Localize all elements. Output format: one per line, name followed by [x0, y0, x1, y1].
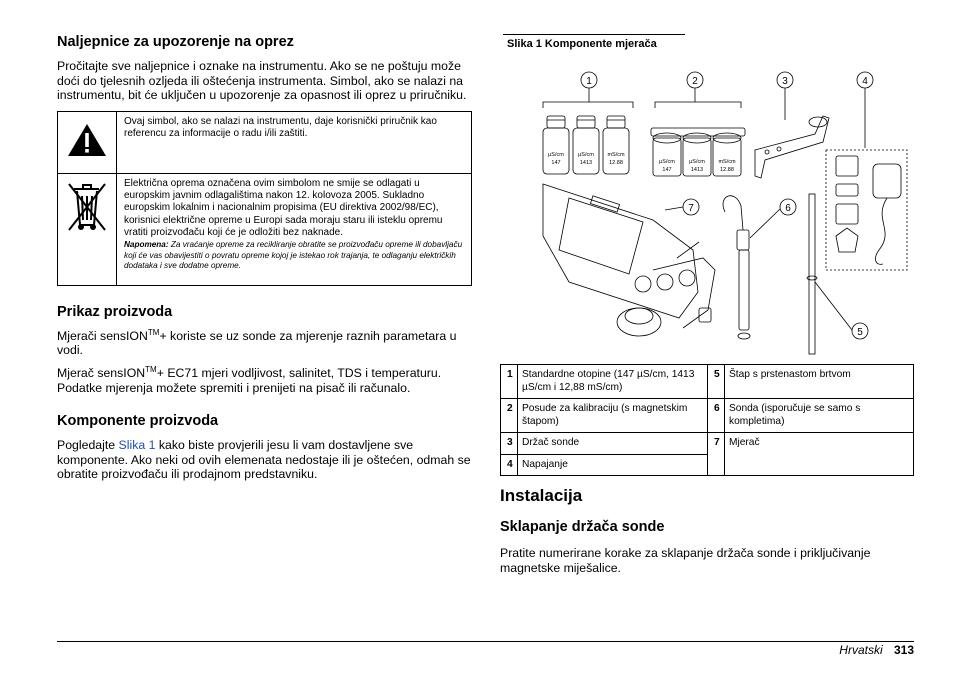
- probe-holder-assembly-heading: Sklapanje držača sonde: [500, 519, 665, 535]
- item-number: 2: [501, 399, 518, 433]
- item-number: 7: [708, 433, 725, 476]
- page-number: 313: [893, 643, 914, 657]
- warning-triangle-icon: [58, 112, 116, 168]
- warning-symbols-table: [57, 111, 472, 286]
- bottle-1-unit: µS/cm: [548, 152, 564, 158]
- item-description: Sonda (isporučuje se samo s kompletima): [725, 399, 914, 433]
- figure-1-link[interactable]: Slika 1: [118, 438, 156, 453]
- callout-4-label: 4: [862, 76, 868, 87]
- trademark-sup: TM: [145, 364, 157, 374]
- weee-note: [124, 240, 465, 271]
- overview-paragraph-2: [57, 366, 472, 395]
- table-row: [501, 433, 914, 455]
- warning-symbol-text: Ovaj simbol, ako se nalazi na instrumentu, daje korisnički priručnik kao referencu za informacije o radu i/ili zaštiti.: [117, 111, 472, 173]
- item-number: 4: [501, 454, 518, 476]
- p2a-pre: Mjerači sensION: [57, 328, 148, 343]
- callout-5-label: 5: [857, 327, 863, 338]
- overview-paragraph-1: [57, 329, 472, 358]
- callout-3-label: 3: [782, 76, 788, 87]
- bottle-3-value: 12.88: [609, 160, 623, 166]
- trademark-sup: TM: [147, 327, 160, 337]
- p3-pre: Pogledajte: [57, 438, 119, 453]
- warning-icon-cell: [58, 111, 117, 173]
- p2a-post: + koriste se uz sonde za mjerenje raznih parametara u vodi.: [57, 328, 457, 358]
- installation-heading: Instalacija: [500, 486, 583, 505]
- components-table: [500, 364, 914, 476]
- callout-2-label: 2: [692, 76, 698, 87]
- assembly-paragraph: Pratite numerirane korake za sklapanje držača sonde i priključivanje magnetske miješalice.: [500, 546, 871, 575]
- item-description: Standardne otopine (147 µS/cm, 1413 µS/cm i 12,88 mS/cm): [518, 365, 708, 399]
- weee-crossed-bin-icon: [58, 174, 116, 280]
- note-label: Napomena:: [124, 240, 169, 250]
- components-illustration: [503, 60, 914, 360]
- item-number: 6: [708, 399, 725, 433]
- p3-post: kako biste provjerili jesu li vam dostavljene sve komponente. Ako neki od ovih elemenata nedostaje ili je oštećen, odmah se obratite proizvođaču ili prodajnom predstavniku.: [57, 438, 471, 482]
- table-row: [501, 399, 914, 433]
- stirring-rod: [807, 194, 817, 354]
- item-description: Držač sonde: [518, 433, 708, 455]
- beaker-2-value: 1413: [690, 167, 704, 173]
- item-description: Mjerač: [725, 433, 914, 476]
- left-column: [57, 34, 472, 490]
- weee-symbol-text: [117, 173, 472, 285]
- item-description: Štap s prstenastom brtvom: [725, 365, 914, 399]
- table-row: [501, 365, 914, 399]
- callout-1-label: 1: [586, 76, 592, 87]
- probe-illustration: [723, 196, 750, 339]
- figure-title: Slika 1 Komponente mjerača: [507, 38, 657, 50]
- section-title-warning-labels: Naljepnice za upozorenje na oprez: [57, 34, 294, 50]
- item-description: Posude za kalibraciju (s magnetskim štapom): [518, 399, 708, 433]
- warning-labels-paragraph: Pročitajte sve naljepnice i oznake na instrumentu. Ako se ne poštuju može doći do tjelesnih ozljeda ili oštećenja instrumenta. Simbol, ako se nalazi na instrumentu, bit će uključen u upozorenje za opasnost ili oprez u priručniku.: [57, 59, 467, 103]
- probe-holder: [755, 116, 829, 178]
- bottle-2-unit: µS/cm: [578, 152, 594, 158]
- item-number: 1: [501, 365, 518, 399]
- callout-6-label: 6: [785, 203, 791, 214]
- bottle-2-value: 1413: [579, 160, 593, 166]
- components-paragraph: [57, 438, 472, 482]
- callout-7-label: 7: [688, 203, 694, 214]
- footer-language: Hrvatski: [839, 643, 883, 657]
- p2b-post: + EC71 mjeri vodljivost, salinitet, TDS i temperaturu. Podatke mjerenja možete spremiti i prenijeti na pisač ili računalo.: [57, 365, 442, 395]
- note-text: Za vraćanje opreme za recikliranje obratite se proizvođaču opreme ili dobavljaču koji će vas obavijestiti o povratu opreme kojoj je istekao rok trajanja, te odlaganju električkih dodataka i sve dodatne opreme.: [124, 240, 463, 270]
- footer-rule: [57, 641, 914, 642]
- weee-icon-cell: [58, 173, 117, 285]
- item-number: 3: [501, 433, 518, 455]
- beaker-3-unit: mS/cm: [718, 159, 736, 165]
- beaker-3-value: 12.88: [720, 167, 734, 173]
- item-number: 5: [708, 365, 725, 399]
- beaker-1-value: 147: [662, 167, 672, 173]
- page-footer: [839, 643, 914, 657]
- weee-paragraph: Električna oprema označena ovim simbolom ne smije se odlagati u europskim javnim odlagalištima nakon 12. kolovoza 2005. Sukladno europskim lokalnim i nacionalnim propisima (EU direktiva 2002/98/EC), korisnici električne opreme u Europi sada moraju staru ili isteklu opremu vratiti proizvođaču koji će je odložiti bez naknade.: [124, 177, 443, 238]
- beaker-1-unit: µS/cm: [659, 159, 675, 165]
- bottle-1-value: 147: [551, 160, 561, 166]
- figure-title-rule: [503, 34, 685, 35]
- item-description: Napajanje: [518, 454, 708, 476]
- section-title-product-components: Komponente proizvoda: [57, 413, 219, 430]
- p2b-pre: Mjerač sensION: [57, 365, 146, 380]
- section-title-product-overview: Prikaz proizvoda: [57, 303, 173, 320]
- beaker-2-unit: µS/cm: [689, 159, 705, 165]
- power-supply: [826, 150, 907, 270]
- bottle-3-unit: mS/cm: [607, 152, 625, 158]
